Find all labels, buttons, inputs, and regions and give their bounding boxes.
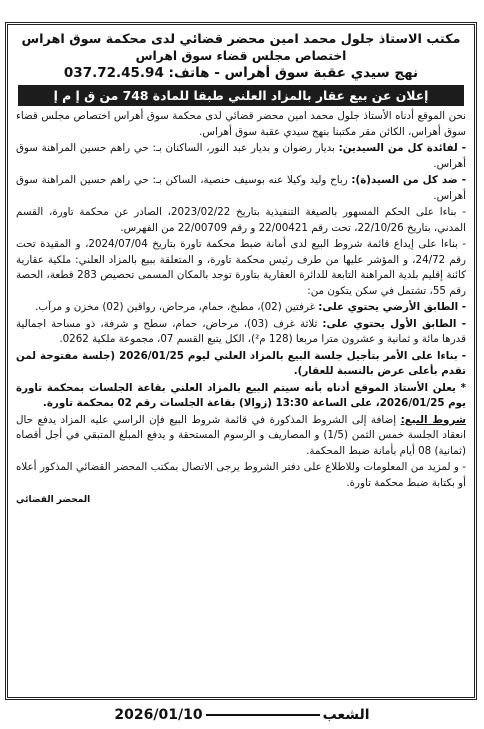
defendant-paragraph <box>16 173 466 204</box>
defendant-label: - ضد كل من السيد(ة): <box>351 174 466 186</box>
first-floor-paragraph <box>16 317 466 348</box>
conditions-text: إضافة إلى الشروط المذكورة في قائمة شروط البيع فإن الراسي عليه المزاد يدفع حال انعقاد الجلسة خمس الثمن (1/5) و المصاريف و الرسوم المستحقة و يدفع المبلغ المتبقي في أجل أقصاه (ثمانية) 08 أيام بأمانة ضبط المحكمة. <box>16 413 466 457</box>
conditions-paragraph <box>16 413 466 460</box>
bailiff-signature: المحضر القضائي <box>16 495 91 505</box>
newspaper-name: الشعب <box>322 707 370 723</box>
deposit-paragraph: - بناءا على إيداع قائمة شروط البيع لدى أمانة ضبط محكمة تاورة بتاريخ 2024/07/04، و المقيدة تحت رقم 24/72، و المؤشر عليها من طرف رئيس محكمة تاورة، و المتعلقة ببيع بالمزاد العلني: ملكية عقارية كائنة إقليم بلدية المراهنة التابعة للدائرة العقارية بتاورة توجد بالمكان المسمى تحصيص 283 قطعة، الحصة رقم 55، تشتمل في سكن يتكون من: <box>16 238 466 297</box>
first-floor-text: ثلاثة غرف (03)، مرحاض، حمام، سطح و شرفة، ذو مساحة اجمالية قدرها مائة و ثمانية و عشرون مترا مربعا (128 م²)، الكل يتبع القسم 07، مجموعة ملكية 0262. <box>16 317 466 345</box>
ground-floor-text: غرفتين (02)، مطبخ، حمام، مرحاض، رواقين (02) مخزن و مرآب. <box>35 301 319 313</box>
defendant-text: رباح وليد وكيلا عنه بوسيف حنصية، الساكن بـ: حي راهم حسين المراهنة سوق أهراس. <box>16 174 466 202</box>
intro-paragraph: نحن الموقع أدناه الأستاذ جلول محمد امين محضر قضائي لدى محكمة سوق أهراس اختصاص مجلس قضاء سوق أهراس، الكائن مقر مكتبنا بنهج سيدي عقبة سوق أهراس. <box>16 110 466 138</box>
address-phone-line: نهج سيدي عقبة سوق أهراس - هاتف: 037.72.45.94 <box>63 65 419 81</box>
announcement-body <box>16 109 466 509</box>
ground-floor-paragraph <box>16 300 466 316</box>
announcement-banner: إعلان عن بيع عقار بالمزاد العلني طبقا للمادة 748 من ق إ م إ <box>18 85 464 106</box>
newspaper-footer <box>0 704 484 726</box>
conditions-label: شروط البيع: <box>400 413 466 426</box>
beneficiaries-label: - لفائدة كل من السيدين: <box>338 142 466 154</box>
footer-rule <box>206 714 320 716</box>
signature-row <box>16 493 466 509</box>
beneficiaries-paragraph <box>16 141 466 172</box>
first-floor-label: - الطابق الأول يحتوي على: <box>322 317 466 330</box>
announcement-frame <box>5 22 477 700</box>
ground-floor-label: - الطابق الأرضي يحتوي على: <box>318 301 466 313</box>
publication-date: 2026/01/10 <box>114 707 203 723</box>
jurisdiction-line: اختصاص مجلس قضاء سوق اهراس <box>135 49 347 63</box>
judgment-paragraph: - بناءا على الحكم المسهور بالصيغة التنفيذية بتاريخ 2023/02/22، الصادر عن محكمة تاورة، القسم المدني، بتاريخ 22/10/26، تحت رقم 22/00421 و رقم 22/00709 من الفهرس. <box>16 206 466 234</box>
beneficiaries-text: بديار رضوان و بديار عبد النور، الساكنان بـ: حي راهم حسين المراهنة سوق أهراس. <box>16 142 466 170</box>
more-info-paragraph: - و لمزيد من المعلومات وللاطلاع على دفتر الشروط يرجى الاتصال بمكتب المحضر القضائي المذكور أعلاه أو بكتابة ضبط محكمة تاورة. <box>16 461 466 489</box>
sale-announcement-paragraph: * يعلن الأستاذ الموقع أدناه بأنه سيتم البيع بالمزاد العلني بقاعة الجلسات بمحكمة تاورة يوم 2026/01/25، على الساعة 13:30 (زوالا) بقاعة الجلسات رقم 02 بمحكمة تاورة. <box>16 381 466 409</box>
office-title: مكتب الاستاذ جلول محمد امين محضر قضائي لدى محكمة سوق اهراس <box>21 32 461 47</box>
order-paragraph: - بناءا على الأمر بتأجيل جلسة البيع بالمزاد العلني ليوم 2026/01/25 (جلسة مفتوحة لمن تقدم بأعلى عرض بالنسبة للعقار). <box>16 349 466 377</box>
